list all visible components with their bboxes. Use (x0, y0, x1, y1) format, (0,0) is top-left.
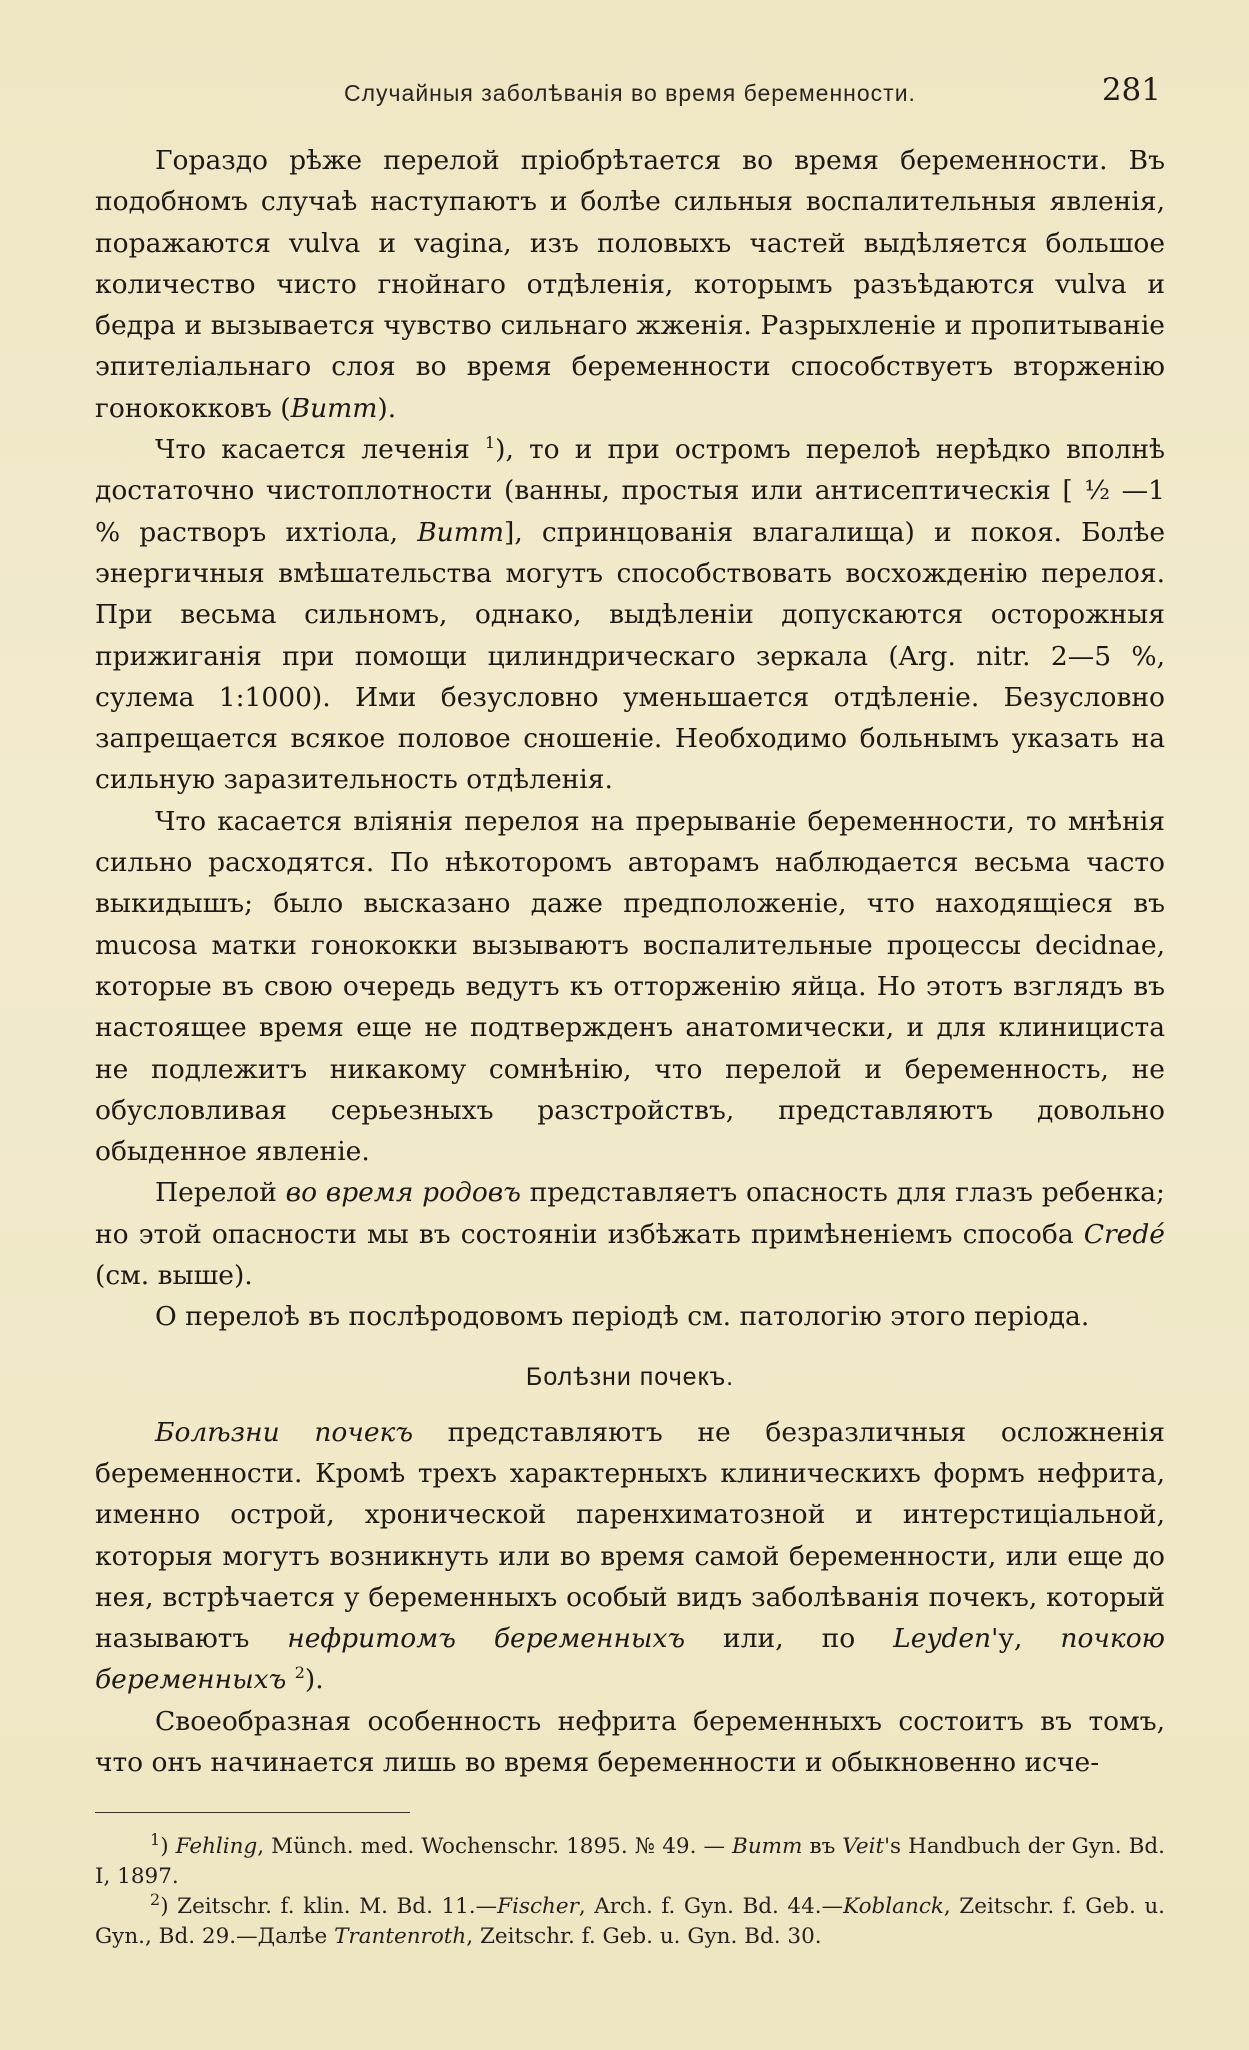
text-run: представляютъ не безразличныя осложненія беременности. Кромѣ трехъ характерныхъ клиническихъ формъ нефрита, именно острой, хронической паренхиматозной и интерстиціальной, которыя могутъ возникнуть или во время самой беременности, или еще до нея, встрѣчается у беременныхъ особый видъ заболѣванія почекъ, который называютъ (95, 1416, 1165, 1655)
text-run: Перелой (155, 1177, 286, 1209)
author-name: Koblanck (843, 1894, 944, 1919)
text-run: ). (377, 392, 397, 424)
emphasis: почкою беременныхъ (95, 1623, 1165, 1696)
author-name: Trantenroth (334, 1924, 467, 1949)
author-name: Витт (290, 392, 378, 424)
emphasis: во время родовъ (285, 1177, 521, 1209)
running-title: Случайныя заболѣванія во время беременности. (344, 80, 916, 106)
author-name: Fischer (497, 1894, 579, 1919)
author-name: Veit (842, 1834, 885, 1859)
paragraph-miscarriage: Что касается вліянія перелоя на прерываніе беременности, то мнѣнія сильно расходятся. По нѣкоторомъ авторамъ наблюдается весьма часто выкидышъ; было высказано даже предположеніе, что находящіеся въ mucosa матки гонококки вызываютъ воспалительные процессы decidnae, которые въ свою очередь ведутъ къ отторженію яйца. Но этотъ взглядъ въ настоящее время еще не подтвержденъ анатомически, и для клинициста не подлежитъ никакому сомнѣнію, что перелой и беременность, не обусловливая серьезныхъ разстройствъ, представляютъ довольно обыденное явленіе. (95, 805, 1165, 1168)
emphasis: Болѣзни почекъ (155, 1416, 414, 1448)
text-run: Что касается леченія (155, 434, 485, 466)
text-run: Гораздо рѣже перелой пріобрѣтается во время беременности. Въ подобномъ случаѣ наступаютъ и болѣе сильныя воспалительныя явленія, поражаются vulva и vagina, изъ половыхъ частей выдѣляется большое количество чисто гнойнаго отдѣленія, которымъ разъѣдаются vulva и бедра и вызывается чувство сильнаго жженія. Разрыхленіе и пропитываніе эпителіальнаго слоя во время беременности способствуетъ вторженію гонококковъ ( (95, 145, 1165, 424)
text-run: въ (802, 1834, 843, 1859)
text-run: 'у, (991, 1623, 1061, 1655)
text-run: представляетъ опасность для глазъ ребенка; но этой опасности мы въ состояніи избѣжать примѣненіемъ способа (95, 1177, 1165, 1250)
paragraph-during-labor (95, 1172, 1165, 1296)
text-run: ) Zeitschr. f. klin. M. Bd. 11.— (160, 1894, 498, 1919)
footnote-ref-1[interactable]: 1 (484, 433, 496, 453)
paragraph-kidney-diseases (95, 1412, 1165, 1701)
text-run: ). (304, 1664, 324, 1696)
text-run: ), то и при остромъ перелоѣ нерѣдко вполнѣ достаточно чистоплотности (ванны, простыя или антисептическія [ ½ —1 % растворъ ихтіола, (95, 434, 1165, 548)
footnote-ref-2[interactable]: 2 (294, 1663, 305, 1683)
text-run: (см. выше). (95, 1260, 253, 1292)
paragraph-postpartum: О перелоѣ въ послѣродовомъ періодѣ см. патологію этого періода. (155, 1301, 1090, 1333)
body-text (95, 140, 1165, 1783)
footnote-2 (95, 1889, 1166, 1952)
text-run: или, по (685, 1623, 894, 1655)
text-run: , Zeitschr. f. Geb. u. Gyn. Bd. 30. (466, 1924, 822, 1949)
author-name: Fehling (175, 1834, 258, 1859)
section-heading: Болѣзни почекъ. (525, 1362, 735, 1391)
footnotes (95, 1829, 1166, 1952)
paragraph-nephritis-peculiarity: Своеобразная особенность нефрита беременныхъ состоитъ въ томъ, что онъ начинается лишь во время беременности и обыкновенно исче- (95, 1705, 1165, 1778)
text-run: ], спринцованія влагалища) и покоя. Болѣе энергичныя вмѣшательства могутъ способствовать восхожденію перелоя. При весьма сильномъ, однако, выдѣленіи допускаются осторожныя прижиганія при помощи цилиндрическаго зеркала (Arg. nitr. 2—5 %, сулема 1:1000). Ими безусловно уменьшается отдѣленіе. Безусловно запрещается всякое половое сношеніе. Необходимо больнымъ указать на сильную заразительность отдѣленія. (95, 516, 1165, 796)
author-name: Витт (417, 516, 505, 548)
text-run: 's Handbuch der Gyn. Bd. I, 1897. (95, 1834, 1165, 1889)
paragraph-treatment (95, 429, 1165, 801)
footnote-mark: 2 (150, 1889, 161, 1909)
emphasis: нефритомъ беременныхъ (287, 1623, 686, 1655)
text-run: , Münch. med. Wochenschr. 1895. № 49. — (257, 1834, 733, 1859)
text-run: , Arch. f. Gyn. Bd. 44.— (578, 1894, 844, 1919)
running-header (95, 72, 1165, 116)
footnote-1 (95, 1829, 1165, 1892)
text-run: , Zeitschr. f. Geb. u. Gyn., Bd. 29.—Далѣе (95, 1894, 1166, 1949)
footnote-mark: 1 (150, 1829, 161, 1849)
author-name: Credé (1083, 1218, 1165, 1250)
footnote-divider (95, 1812, 410, 1813)
text-run: ) (160, 1834, 176, 1859)
author-name: Витт (732, 1834, 803, 1859)
paragraph-gonorrhea-acquired (95, 140, 1165, 429)
page-number: 281 (1101, 72, 1161, 108)
author-name: Leyden (893, 1623, 992, 1655)
